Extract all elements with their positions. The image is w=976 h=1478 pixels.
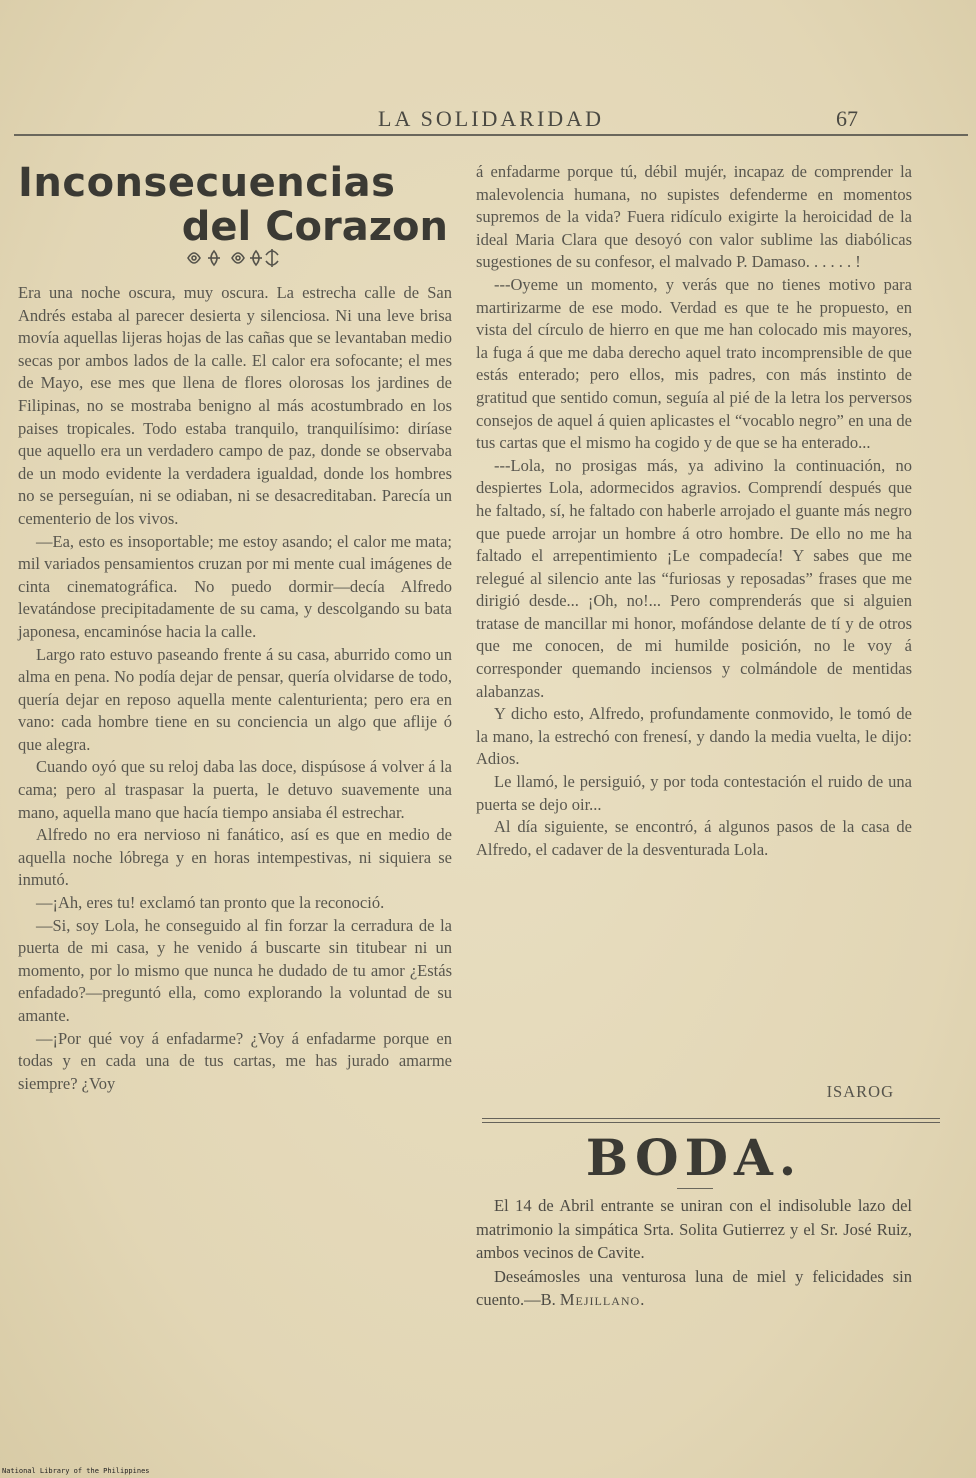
boda-column [476, 1194, 912, 1312]
section-divider [482, 1118, 940, 1123]
article-signature: ISAROG [826, 1082, 894, 1101]
article-paragraph: Cuando oyó que su reloj daba las doce, dispúsose á volver á la cama; pero al traspasar la puerta, le detuvo suavemente una mano, aquella mano que hacía tiempo ansiaba él estrechar. [18, 757, 452, 822]
article-paragraph: —¡Ah, eres tu! exclamó tan pronto que la reconoció. [36, 893, 385, 913]
article-right-column [476, 161, 912, 861]
boda-paragraph-closing [476, 1265, 912, 1312]
boda-paragraph: El 14 de Abril entrante se uniran con el indisoluble lazo del matrimonio la simpática Srta. Solita Gutierrez y el Sr. José Ruiz, ambos vecinos de Cavite. [476, 1196, 912, 1262]
article-paragraph: Y dicho esto, Alfredo, profundamente conmovido, le tomó de la mano, la estrechó con frenesí, y dando la media vuelta, le dijo: Adios. [476, 704, 912, 769]
article-paragraph: Largo rato estuvo paseando frente á su casa, aburrido como un alma en pena. No podía dejar de pensar, quería olvidarse de todo, quería dejar en reposo aquella mente calenturienta; pero era en vano: cada hombre tiene en su conciencia un algo que aflije ó que alegra. [18, 644, 452, 754]
boda-paragraph-text: Deseámosles una venturosa luna de miel y felicidades sin cuento.—B. [476, 1266, 912, 1309]
article-paragraph: —Si, soy Lola, he conseguido al fin forzar la cerradura de la puerta de mi casa, y he venido á buscarte sin titubear ni un momento, por lo mismo que nunca he dudado de tu amor ¿Estás enfadado?—preguntó ella, como explorando la voluntad de su amante. [18, 915, 452, 1025]
article-left-column [18, 282, 452, 1095]
newspaper-title: LA SOLIDARIDAD [378, 106, 604, 131]
article-paragraph: ---Oyeme un momento, y verás que no tienes motivo para martirizarme de ese modo. Verdad es que te he propuesto, en vista del círculo de hierro en que me han colocado mis mayores, la fuga á que me daba derecho aquel trato incomprensible de que estás enterado; pero ellos, mis padres, con más instinto de gratitud que sentido comun, seguía al pié de la letra los perversos consejos de aquel á quien aplicastes el “vocablo negro” en una de tus cartas que el mismo ha cogido y de que se ha enterado... [476, 274, 912, 453]
boda-title: BODA. [585, 1128, 803, 1187]
article-title-line1: Inconsecuencias [18, 160, 396, 206]
article-paragraph: ---Lola, no prosigas más, ya adivino la continuación, no despiertes Lola, adormecidos agravios. Comprendí después que he faltado, sí, he faltado con haberle arrojado el guante más negro que puede arrojar un hombre á otro hombre. De ello no me ha faltado el arrepentimiento ¡Le compadecía! Y sabes que me relegué al silencio ante las “furiosas y reposadas” frases que me dirigió desde... ¡Oh, no!... Pero comprenderás que si alguien tratase de mancillar mi honor, mofándose delante de tí y de otros que me conocen, de mi humilde posición, no le voy á corresponder quemando inciensos y colmándole de mentidas alabanzas. [476, 455, 912, 701]
article-paragraph: —Ea, esto es insoportable; me estoy asando; el calor me mata; mil variados pensamientos cruzan por mi mente cual imágenes de cinta cinematográfica. No puedo dormir—decía Alfredo levatándose precipitadamente de su cama, y descolgando su bata japonesa, encaminóse hacia la calle. [18, 531, 452, 641]
boda-author: Mejillano. [559, 1290, 646, 1309]
article-title-line2: del Corazon [181, 204, 448, 250]
article-paragraph: —¡Por qué voy á enfadarme? ¿Voy á enfadarme porque en todas y en cada una de tus cartas, me has jurado amarme siempre? ¿Voy [18, 1028, 452, 1093]
article-paragraph: Al día siguiente, se encontró, á algunos pasos de la casa de Alfredo, el cadaver de la desventurada Lola. [476, 817, 912, 859]
page-number: 67 [836, 106, 858, 131]
library-credit: National Library of the Philippines [2, 1467, 150, 1475]
article-paragraph: Le llamó, le persiguió, y por toda contestación el ruido de una puerta se dejo oir... [476, 772, 912, 814]
fleuron-ornament-icon [180, 243, 290, 273]
article-paragraph: á enfadarme porque tú, débil mujér, incapaz de comprender la malevolencia humana, no supistes defenderme en momentos supremos de la vida? Fuera ridículo exigirte la heroicidad de la ideal Maria Clara que desoyó con valor sublime las diabólicas sugestiones de su confesor, el malvado P. Damaso. . . . . . ! [476, 162, 912, 272]
article-paragraph: Alfredo no era nervioso ni fanático, así es que en medio de aquella noche lóbrega y en horas intempestivas, ni siquiera se inmutó. [18, 825, 452, 890]
boda-rule [677, 1188, 713, 1189]
page-header [14, 104, 968, 136]
article-paragraph: Era una noche oscura, muy oscura. La estrecha calle de San Andrés estaba al parecer desierta y silenciosa. Ni una leve brisa movía aquellas lijeras hojas de las cañas que se levantaban medio secas por ambos lados de la calle. El calor era sofocante; el mes de Mayo, ese mes que llena de flores olorosas los jardines de Filipinas, no se mostraba benigno al más acostumbrado en los paises tropicales. Todo estaba tranquilo, tranquilísimo: diríase que aquello era un verdadero campo de paz, donde se observaba de un modo evidente la verdadera igualdad, donde los hombres no se perseguían, ni se odiaban, ni se desacreditaban. Parecía un cementerio de los vivos. [18, 283, 452, 528]
